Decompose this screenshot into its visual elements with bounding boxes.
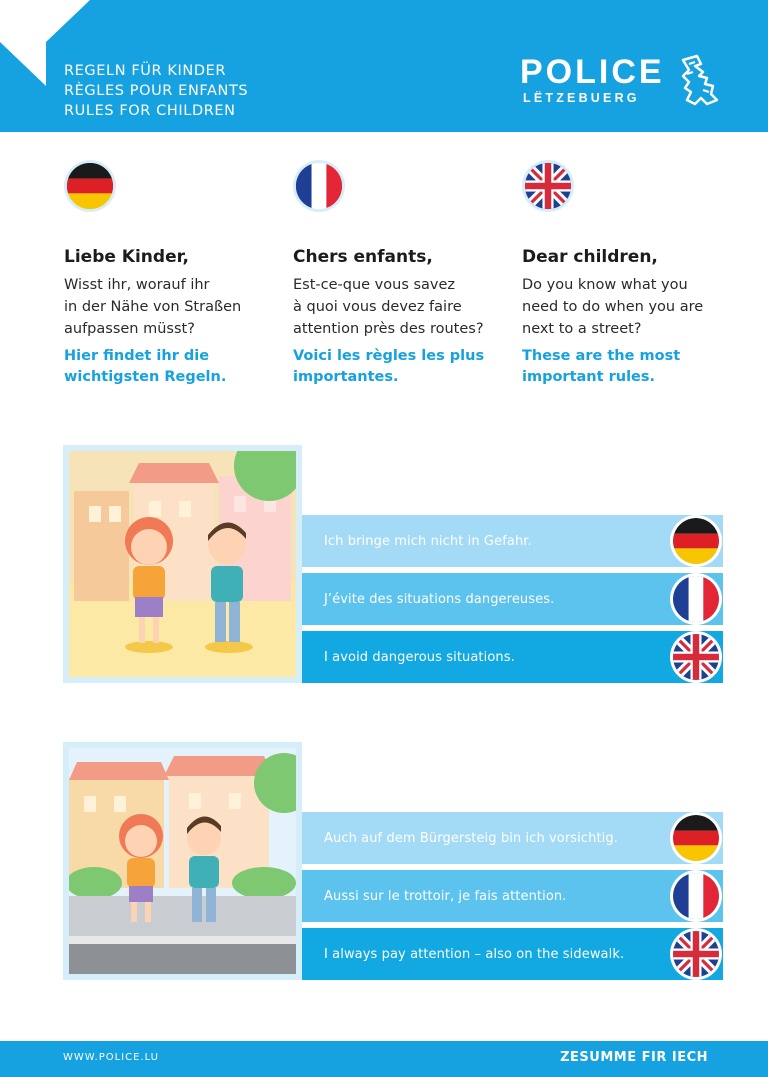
flag-france-icon xyxy=(673,873,719,919)
intro-highlight-line: These are the most xyxy=(522,348,681,364)
rule-text: J’évite des situations dangereuses. xyxy=(324,591,555,607)
header-title-de: REGELN FÜR KINDER xyxy=(64,63,227,79)
header-titles xyxy=(64,61,248,121)
flag-uk-icon xyxy=(522,160,574,212)
intro-highlight-line: wichtigsten Regeln. xyxy=(64,369,227,385)
intro-highlight xyxy=(64,346,284,388)
children-walking-sidewalk-illustration xyxy=(63,742,302,980)
flag-germany-icon xyxy=(673,518,719,564)
rule-block-1 xyxy=(63,445,723,685)
intro-title: Liebe Kinder, xyxy=(64,247,189,267)
intro-highlight-line: important rules. xyxy=(522,369,656,385)
rule-block-2 xyxy=(63,742,723,982)
intro-column-de xyxy=(64,160,284,388)
intro-body xyxy=(293,274,513,340)
rule-line-fr xyxy=(302,573,723,625)
intro-body-line: Est-ce-que vous savez xyxy=(293,277,456,293)
intro-body-line: Do you know what you xyxy=(522,277,688,293)
intro-body-line: attention près des routes? xyxy=(293,321,484,337)
flag-france-icon xyxy=(673,576,719,622)
logo-main-text: POLICE xyxy=(520,53,665,91)
intro-body-line: next to a street? xyxy=(522,321,642,337)
lion-emblem-icon xyxy=(677,54,723,108)
intro-highlight-line: Voici les règles les plus xyxy=(293,348,485,364)
logo-sub-text: LËTZEBUERG xyxy=(523,91,640,105)
rule-line-de xyxy=(302,812,723,864)
intro-column-fr xyxy=(293,160,513,388)
rule-line-en xyxy=(302,928,723,980)
header-banner xyxy=(0,0,768,132)
flag-germany-icon xyxy=(673,815,719,861)
flag-germany-icon xyxy=(64,160,116,212)
intro-body-line: à quoi vous devez faire xyxy=(293,299,462,315)
intro-highlight-line: Hier findet ihr die xyxy=(64,348,210,364)
rule-line-de xyxy=(302,515,723,567)
intro-body-line: in der Nähe von Straßen xyxy=(64,299,242,315)
header-title-en: RULES FOR CHILDREN xyxy=(64,103,236,119)
rule-text: Auch auf dem Bürgersteig bin ich vorsichtig. xyxy=(324,830,618,846)
children-standing-illustration xyxy=(63,445,302,683)
footer-slogan: ZESUMME FIR IECH xyxy=(560,1050,708,1065)
footer-bar xyxy=(0,1041,768,1077)
rule-text: I always pay attention – also on the sidewalk. xyxy=(324,946,625,962)
intro-title: Chers enfants, xyxy=(293,247,433,267)
footer-url-link[interactable]: WWW.POLICE.LU xyxy=(63,1052,159,1063)
rule-line-en xyxy=(302,631,723,683)
police-logo xyxy=(520,54,730,110)
rule-text: Ich bringe mich nicht in Gefahr. xyxy=(324,533,532,549)
intro-column-en xyxy=(522,160,742,388)
intro-highlight-line: importantes. xyxy=(293,369,399,385)
intro-body-line: Wisst ihr, worauf ihr xyxy=(64,277,210,293)
rule-text: Aussi sur le trottoir, je fais attention. xyxy=(324,888,567,904)
flag-uk-icon xyxy=(673,931,719,977)
intro-highlight xyxy=(293,346,513,388)
flag-uk-icon xyxy=(673,634,719,680)
flag-france-icon xyxy=(293,160,345,212)
intro-title: Dear children, xyxy=(522,247,658,267)
header-title-fr: RÈGLES POUR ENFANTS xyxy=(64,83,249,99)
intro-body xyxy=(522,274,742,340)
intro-body-line: aufpassen müsst? xyxy=(64,321,195,337)
intro-body xyxy=(64,274,284,340)
rule-line-fr xyxy=(302,870,723,922)
intro-highlight xyxy=(522,346,742,388)
intro-body-line: need to do when you are xyxy=(522,299,704,315)
rule-text: I avoid dangerous situations. xyxy=(324,649,515,665)
